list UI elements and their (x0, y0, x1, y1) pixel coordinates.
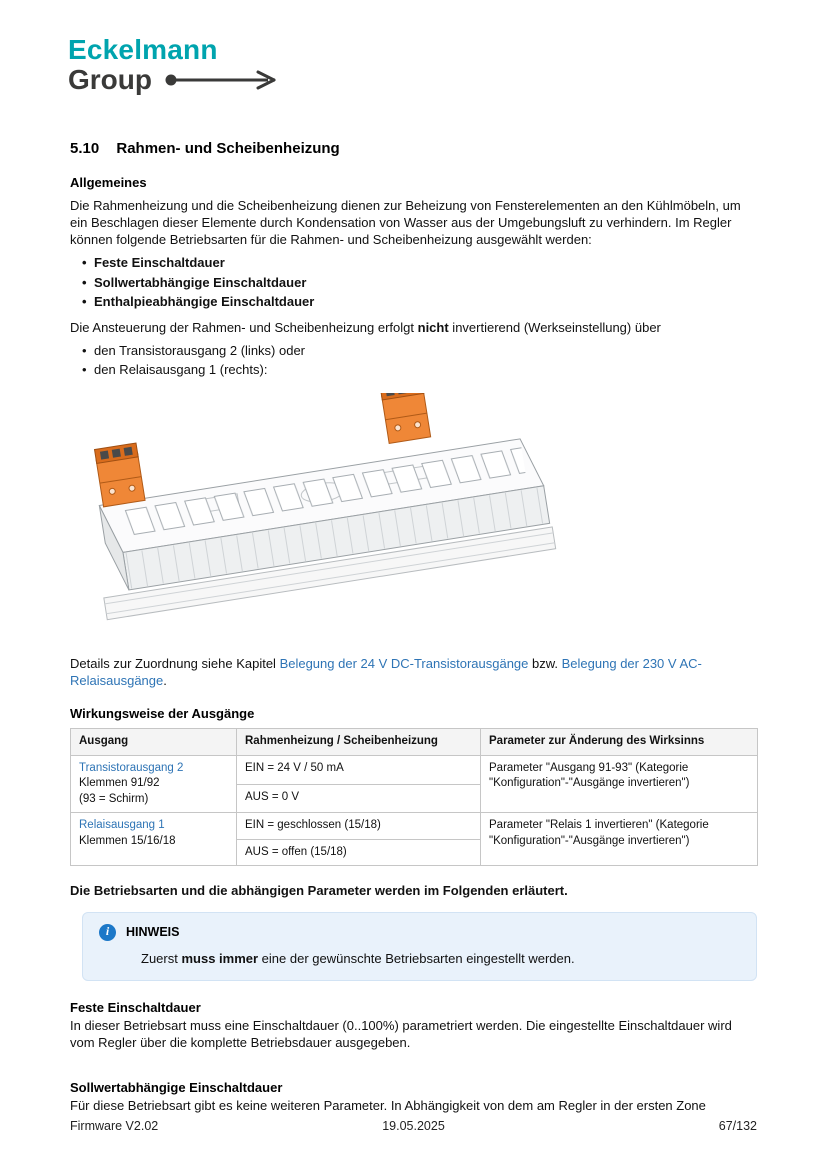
details-text: Details zur Zuordnung siehe Kapitel (70, 655, 280, 671)
footer-page-number: 67/132 (718, 1119, 757, 1133)
hinweis-title: HINWEIS (126, 924, 180, 939)
output-cell (71, 813, 237, 866)
section-number: 5.10 (70, 139, 100, 157)
table-heading: Wirkungsweise der Ausgänge (70, 706, 255, 722)
output-cell (71, 755, 237, 813)
details-text: bzw. (528, 655, 562, 671)
info-icon (99, 924, 116, 941)
column-header: Ausgang (71, 729, 237, 756)
list-item: • Feste Einschaltdauer (70, 254, 757, 272)
board-figure (82, 393, 757, 645)
mode-list (70, 254, 757, 311)
details-text: . (163, 673, 167, 689)
document-content (0, 139, 827, 1115)
ansteuerung-text: invertierend (Werkseinstellung) über (448, 319, 661, 335)
hinweis-text-bold: muss immer (181, 950, 259, 966)
table-header-row (71, 729, 758, 756)
list-item: • den Relaisausgang 1 (rechts): (70, 361, 757, 379)
logo-text-eckelmann: Eckelmann (68, 34, 218, 65)
ansteuerung-bold: nicht (417, 319, 449, 335)
page-footer (0, 1118, 827, 1135)
list-item: • Sollwertabhängige Einschaltdauer (70, 274, 757, 292)
hinweis-title-row (99, 924, 740, 941)
ein-cell: EIN = geschlossen (15/18) (237, 813, 481, 840)
link-relaisausgang-1[interactable]: Relaisausgang 1 (79, 819, 165, 832)
outputs-table (70, 728, 758, 866)
link-transistor-outputs[interactable]: Belegung der 24 V DC-Transistorausgänge (279, 655, 529, 671)
logo-text-group: Group (68, 63, 152, 95)
column-header: Parameter zur Änderung des Wirksinns (481, 729, 758, 756)
schirm-label: (93 = Schirm) (79, 792, 149, 805)
klemmen-label: Klemmen 15/16/18 (79, 834, 176, 847)
aus-cell: AUS = 0 V (237, 784, 481, 813)
allgemeines-heading: Allgemeines (70, 175, 147, 191)
table-row (71, 755, 758, 784)
link-relay-outputs[interactable]: Belegung der 230 V AC-Relaisausgänge (70, 655, 702, 689)
aus-cell: AUS = offen (15/18) (237, 839, 481, 866)
list-item: • den Transistorausgang 2 (links) oder (70, 342, 757, 360)
footer-date: 19.05.2025 (382, 1119, 445, 1133)
klemmen-label: Klemmen 91/92 (79, 777, 160, 790)
details-paragraph (70, 655, 757, 689)
hinweis-box (82, 912, 757, 981)
controller-board-illustration (82, 393, 560, 643)
feste-text: In dieser Betriebsart muss eine Einschaltdauer (0..100%) parametriert werden. Die eingestellte Einschaltdauer wird vom Regler über die komplette Betriebsdauer ausgegeben. (70, 1017, 732, 1051)
table-row (71, 813, 758, 840)
section-title: Rahmen- und Scheibenheizung (116, 139, 340, 157)
intro-paragraph: Die Rahmenheizung und die Scheibenheizung dienen zur Beheizung von Fensterelementen an den Kühlmöbeln, um ein Beschlagen dieser Elemente durch Kondensation von Wasser aus der Umgebungsluft zu verhindern. Im Regler können folgende Betriebsarten für die Rahmen- und Scheibenheizung ausgewählt werden: (70, 197, 741, 247)
hinweis-text-part: eine der gewünschte Betriebsarten eingestellt werden. (258, 950, 575, 966)
ansteuerung-text: Die Ansteuerung der Rahmen- und Scheibenheizung erfolgt (70, 319, 418, 335)
sollwert-text: Für diese Betriebsart gibt es keine weiteren Parameter. In Abhängigkeit von dem am Regler in der ersten Zone (70, 1098, 706, 1114)
list-item: • Enthalpieabhängige Einschaltdauer (70, 293, 757, 311)
column-header: Rahmenheizung / Scheibenheizung (237, 729, 481, 756)
footer-firmware-version: Firmware V2.02 (70, 1119, 159, 1133)
param-cell: Parameter "Ausgang 91-93" (Kategorie "Konfiguration"-"Ausgänge invertieren") (481, 755, 758, 813)
link-transistorausgang-2[interactable]: Transistorausgang 2 (79, 761, 184, 774)
output-list (70, 342, 757, 379)
betriebsarten-statement: Die Betriebsarten und die abhängigen Parameter werden im Folgenden erläutert. (70, 883, 568, 899)
logo-group-row (68, 65, 827, 95)
ein-cell: EIN = 24 V / 50 mA (237, 755, 481, 784)
section-heading (70, 139, 757, 159)
hinweis-text-part: Zuerst (141, 950, 182, 966)
hinweis-text (141, 950, 740, 967)
sollwert-heading: Sollwertabhängige Einschaltdauer (70, 1080, 283, 1096)
logo-arrow-icon (162, 70, 292, 90)
ansteuerung-paragraph (70, 319, 757, 336)
company-logo (0, 0, 827, 95)
param-cell: Parameter "Relais 1 invertieren" (Kategorie "Konfiguration"-"Ausgänge invertieren") (481, 813, 758, 866)
outputs-table-wrap (70, 728, 757, 866)
feste-heading: Feste Einschaltdauer (70, 999, 201, 1015)
